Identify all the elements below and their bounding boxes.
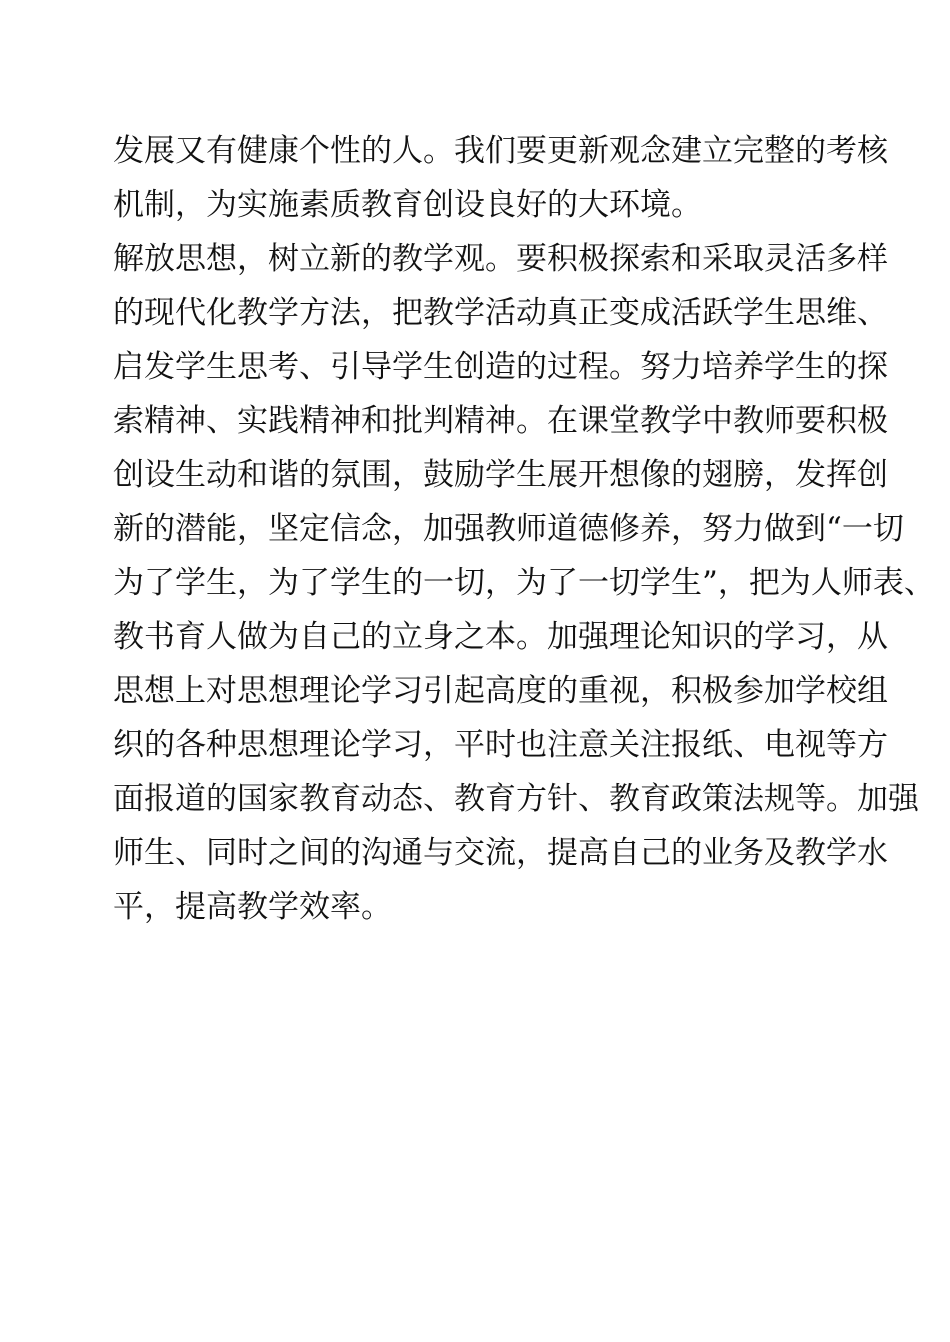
text-line: 创设生动和谐的氛围，鼓励学生展开想像的翅膀，发挥创 <box>113 457 888 493</box>
text-line: 教书育人做为自己的立身之本。加强理论知识的学习，从 <box>113 619 888 655</box>
text-line: 思想上对思想理论学习引起高度的重视，积极参加学校组 <box>113 673 888 709</box>
text-line: 发展又有健康个性的人。我们要更新观念建立完整的考核 <box>113 133 888 169</box>
text-line: 启发学生思考、引导学生创造的过程。努力培养学生的探 <box>113 349 888 385</box>
text-line: 的现代化教学方法，把教学活动真正变成活跃学生思维、 <box>113 295 888 331</box>
text-line: 平，提高教学效率。 <box>113 889 392 925</box>
text-line: 新的潜能，坚定信念，加强教师道德修养，努力做到“一切 <box>113 511 904 547</box>
text-line: 解放思想，树立新的教学观。要积极探索和采取灵活多样 <box>113 241 888 277</box>
text-line: 面报道的国家教育动态、教育方针、教育政策法规等。加强 <box>113 781 919 817</box>
text-line: 索精神、实践精神和批判精神。在课堂教学中教师要积极 <box>113 403 888 439</box>
text-line: 师生、同时之间的沟通与交流，提高自己的业务及教学水 <box>113 835 888 871</box>
text-line: 机制，为实施素质教育创设良好的大环境。 <box>113 187 702 223</box>
text-line: 为了学生，为了学生的一切，为了一切学生”，把为人师表、 <box>113 565 935 601</box>
text-line: 织的各种思想理论学习，平时也注意关注报纸、电视等方 <box>113 727 888 763</box>
body-text <box>113 124 935 934</box>
